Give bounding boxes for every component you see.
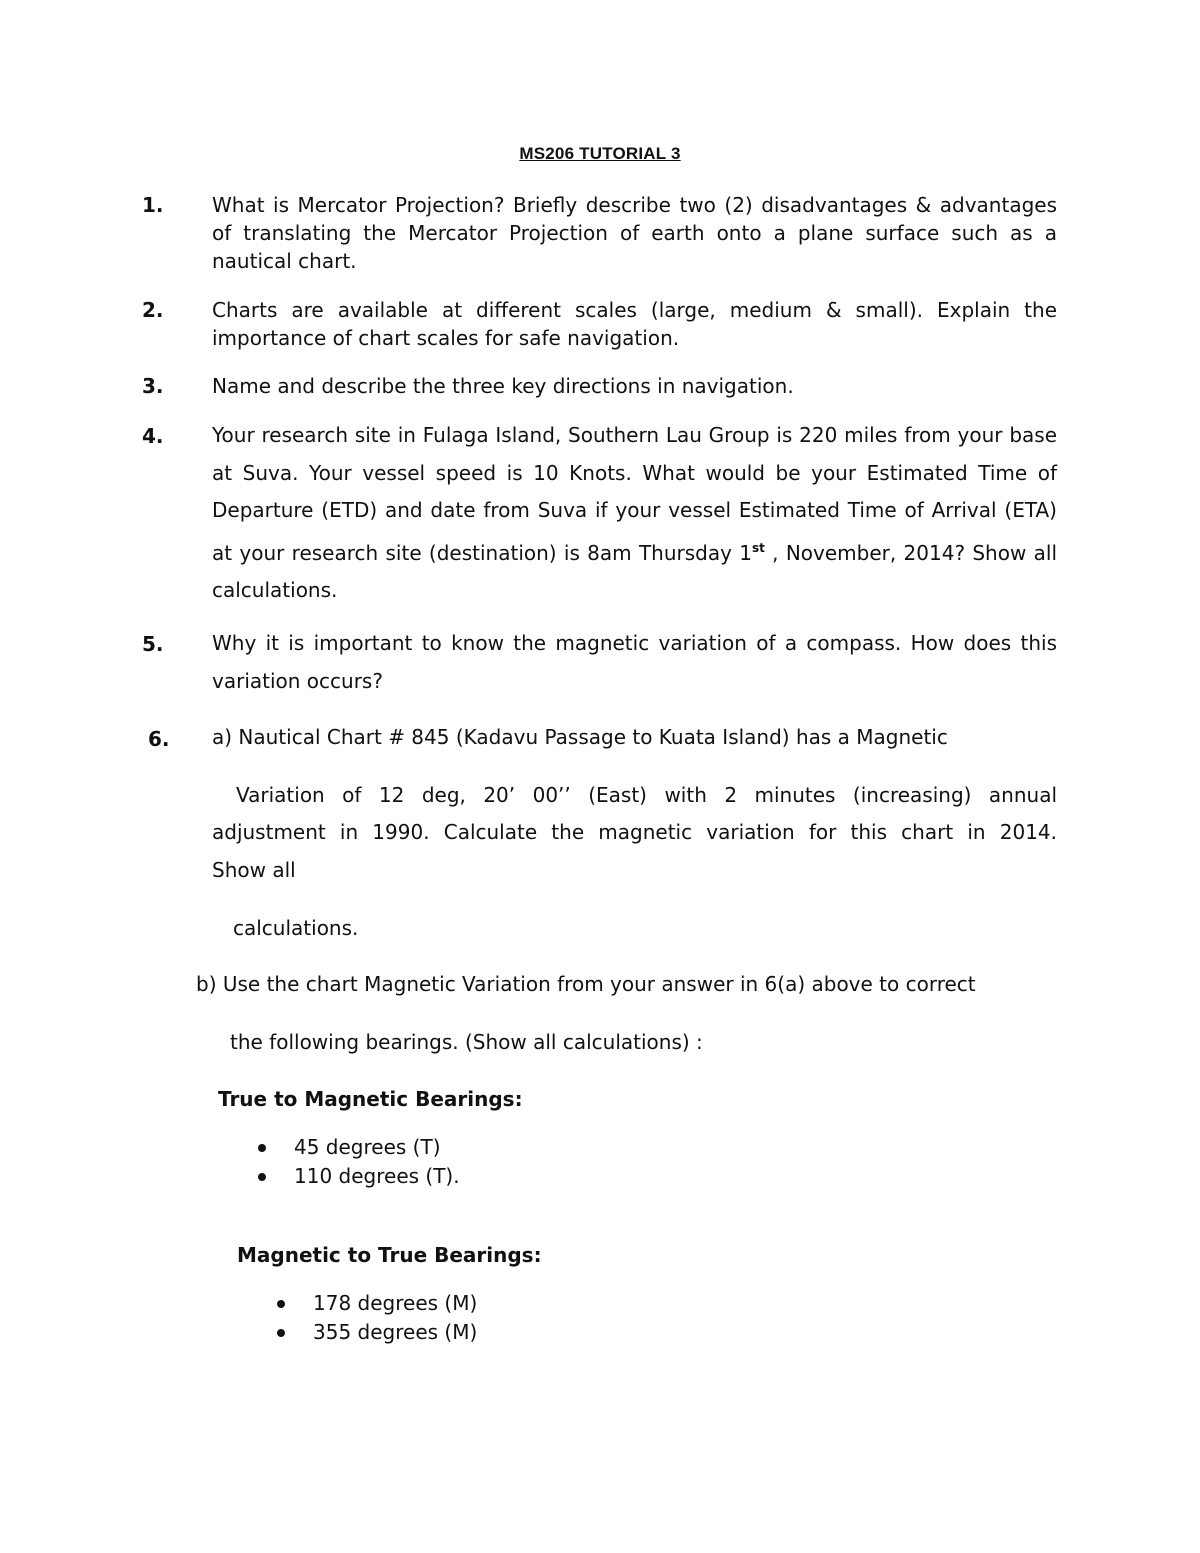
true-bearing-item-1: 45 degrees (T) bbox=[294, 1135, 441, 1159]
question-4-text-main: Your research site in Fulaga Island, Southern Lau Group is 220 miles from your base at Suva. Your vessel speed is 10 Knots. What would be your Estimated Time of Departure (ETD) and date from Suva if your vessel Estimated Time of Arrival (ETA) at your research site (destination) is 8am Thursday 1 bbox=[212, 423, 1057, 565]
bullet-icon bbox=[277, 1329, 285, 1337]
magnetic-to-true-heading: Magnetic to True Bearings: bbox=[237, 1243, 542, 1267]
question-3-text: Name and describe the three key directions in navigation. bbox=[212, 374, 794, 398]
bullet-icon bbox=[258, 1173, 266, 1181]
question-6a-line-1: a) Nautical Chart # 845 (Kadavu Passage to Kuata Island) has a Magnetic bbox=[212, 725, 948, 749]
question-2-text: Charts are available at different scales (large, medium & small). Explain the importance of chart scales for safe navigation. bbox=[212, 298, 1057, 350]
question-6b-line-1: b) Use the chart Magnetic Variation from your answer in 6(a) above to correct bbox=[196, 972, 976, 996]
question-6a-line-2: Variation of 12 deg, 20’ 00’’ (East) with 2 minutes (increasing) annual bbox=[236, 783, 1057, 807]
true-to-magnetic-heading: True to Magnetic Bearings: bbox=[218, 1087, 523, 1111]
true-bearing-item-2: 110 degrees (T). bbox=[294, 1164, 460, 1188]
question-4-superscript: st bbox=[751, 540, 765, 555]
question-5-number: 5. bbox=[142, 632, 164, 656]
question-1-number: 1. bbox=[142, 193, 164, 217]
page-title: MS206 TUTORIAL 3 bbox=[519, 144, 681, 163]
question-2-number: 2. bbox=[142, 298, 164, 322]
question-4-number: 4. bbox=[142, 424, 164, 448]
question-4-text bbox=[212, 417, 1057, 610]
question-6b-line-2: the following bearings. (Show all calculations) : bbox=[230, 1030, 703, 1054]
question-6a-line-4: Show all bbox=[212, 858, 296, 882]
question-6a-line-5: calculations. bbox=[233, 916, 359, 940]
bullet-icon bbox=[277, 1300, 285, 1308]
question-4-text-end: , November, 2014? Show all calculations. bbox=[212, 540, 1057, 602]
bullet-icon bbox=[258, 1144, 266, 1152]
question-1-text: What is Mercator Projection? Briefly describe two (2) disadvantages & advantages of translating the Mercator Projection of earth onto a plane surface such as a nautical chart. bbox=[212, 193, 1057, 273]
question-3-number: 3. bbox=[142, 374, 164, 398]
question-5-text: Why it is important to know the magnetic variation of a compass. How does this variation occurs? bbox=[212, 631, 1057, 693]
question-6-number: 6. bbox=[148, 727, 170, 751]
question-6a-line-3: adjustment in 1990. Calculate the magnetic variation for this chart in 2014. bbox=[212, 820, 1057, 844]
magnetic-bearing-item-2: 355 degrees (M) bbox=[313, 1320, 478, 1344]
magnetic-bearing-item-1: 178 degrees (M) bbox=[313, 1291, 478, 1315]
